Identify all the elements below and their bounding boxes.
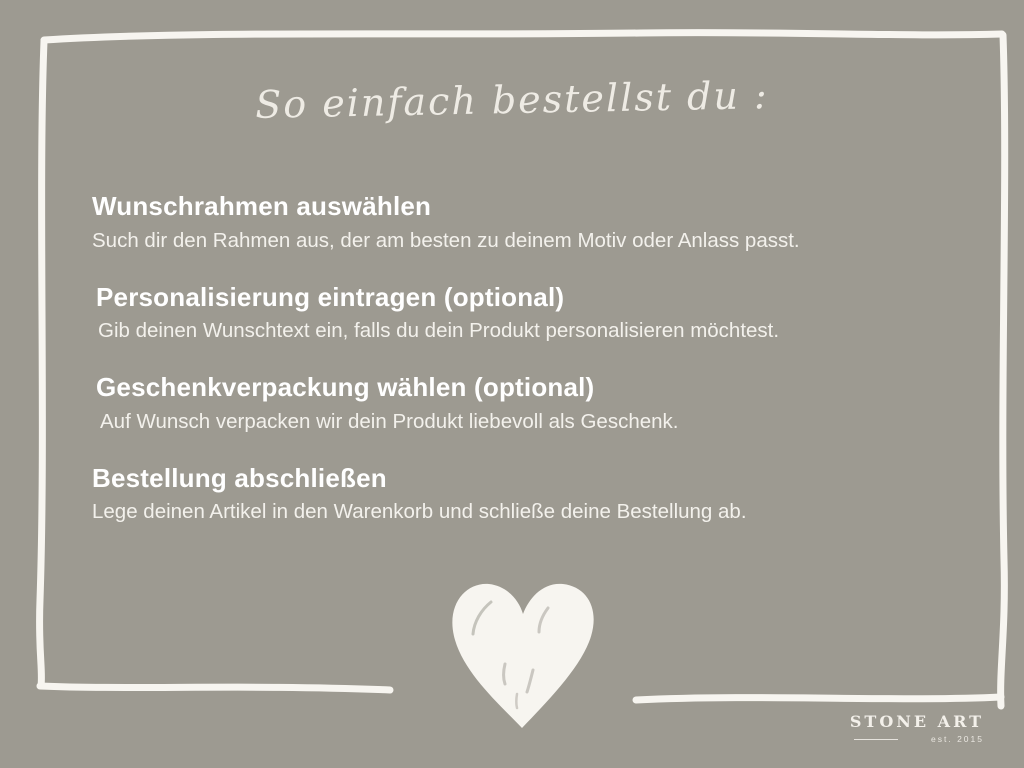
step-title: Bestellung abschließen <box>92 462 387 493</box>
step-title: Personalisierung eintragen (optional) <box>96 281 565 312</box>
list-item <box>92 464 952 527</box>
step-description: Lege deinen Artikel in den Warenkorb und schließe deine Bestellung ab. <box>92 500 747 524</box>
heart-icon <box>447 578 597 733</box>
brand-logo <box>850 712 984 744</box>
step-title: Geschenkverpackung wählen (optional) <box>96 372 595 403</box>
brand-divider <box>854 739 898 740</box>
step-description: Such dir den Rahmen aus, der am besten zu deinem Motiv oder Anlass passt. <box>92 228 800 252</box>
list-item <box>92 283 952 346</box>
list-item <box>92 192 952 255</box>
step-description: Gib deinen Wunschtext ein, falls du dein Produkt personalisieren möchtest. <box>98 319 780 343</box>
step-title: Wunschrahmen auswählen <box>92 191 432 221</box>
brand-established: est. 2015 <box>931 734 984 744</box>
step-description: Auf Wunsch verpacken wir dein Produkt liebevoll als Geschenk. <box>100 409 679 433</box>
list-item <box>92 373 952 436</box>
brand-name: STONE ART <box>849 712 984 731</box>
page-title: So einfach bestellst du : <box>254 73 770 127</box>
steps-list <box>92 192 952 554</box>
